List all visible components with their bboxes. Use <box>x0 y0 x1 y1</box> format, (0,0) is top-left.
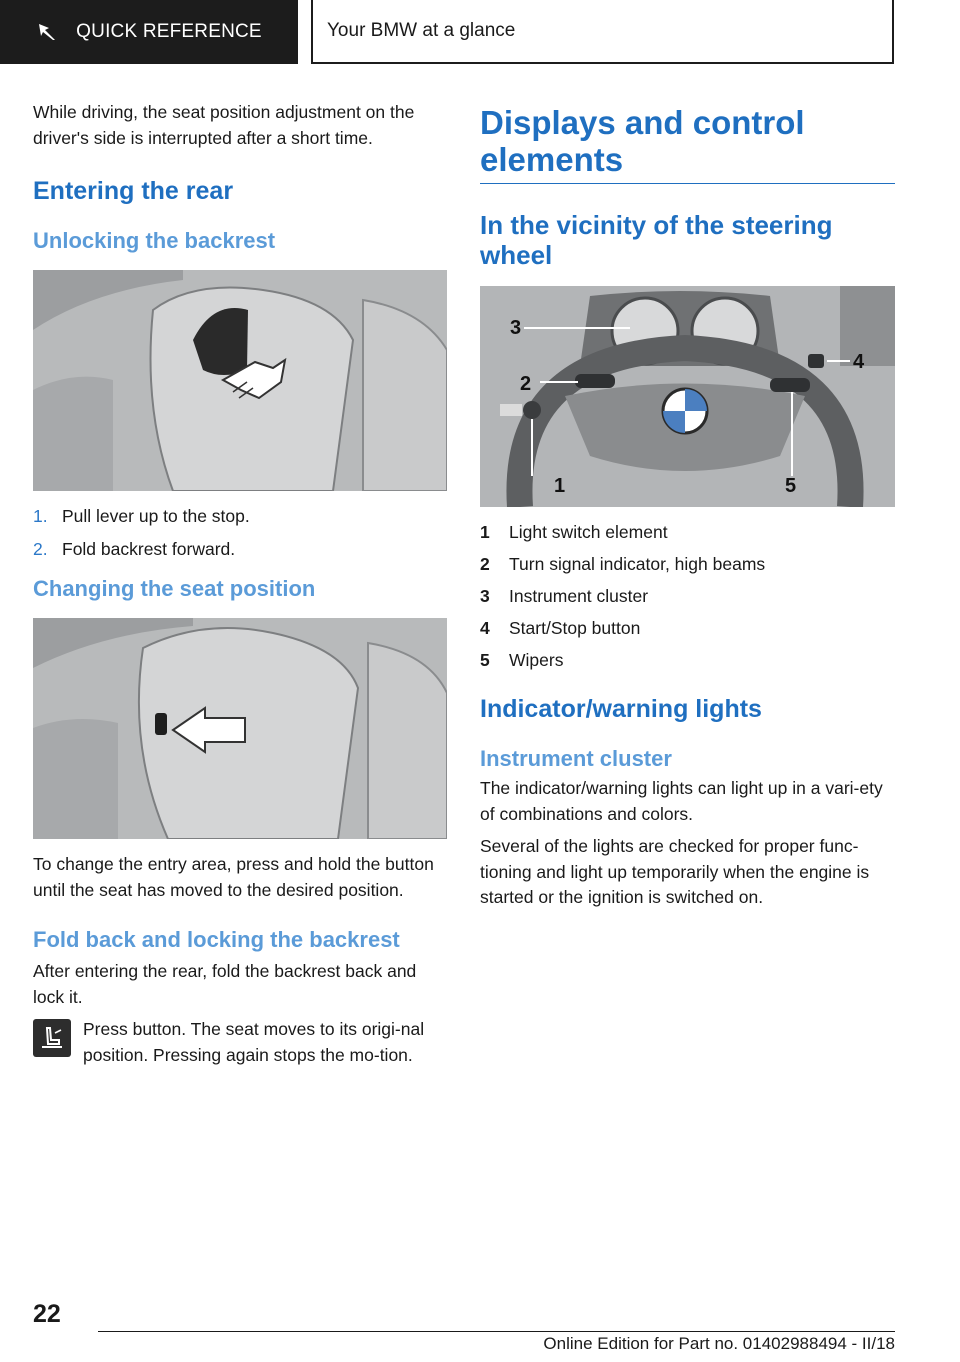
legend-number: 1 <box>480 522 490 542</box>
page-number: 22 <box>33 1300 61 1328</box>
legend-text: Start/Stop button <box>509 618 641 638</box>
step-text: Pull lever up to the stop. <box>62 506 250 526</box>
callout-4: 4 <box>853 351 865 373</box>
press-paragraph: Press button. The seat moves to its origi‐nal position. Pressing again stops the mo‐tion. <box>83 1019 425 1065</box>
legend-number: 5 <box>480 650 490 670</box>
callout-1: 1 <box>554 475 566 497</box>
callout-2: 2 <box>520 373 532 395</box>
chapter-title <box>311 0 894 64</box>
legend-text: Turn signal indicator, high beams <box>509 554 766 574</box>
step-number: 1. <box>33 506 48 526</box>
legend-number: 4 <box>480 618 490 638</box>
unlock-steps <box>33 504 447 562</box>
list-item <box>33 504 447 529</box>
heading-unlocking-backrest: Unlocking the backrest <box>33 228 276 253</box>
changing-paragraph: To change the entry area, press and hold the button until the seat has moved to the desired position. <box>33 854 434 900</box>
list-item <box>480 584 895 609</box>
list-item <box>480 552 895 577</box>
footer-divider <box>98 1331 895 1332</box>
pin-icon <box>36 21 58 43</box>
legend-number: 3 <box>480 586 490 606</box>
figure-unlock-backrest <box>33 270 447 491</box>
step-text: Fold backrest forward. <box>62 539 236 559</box>
figure-seat-position <box>33 618 447 839</box>
right-column <box>480 104 895 911</box>
figure-steering-wheel <box>480 286 895 507</box>
callout-3: 3 <box>510 317 522 339</box>
heading-displays-controls: Displays and control elements <box>480 104 895 184</box>
chapter-label: Your BMW at a glance <box>327 20 516 41</box>
section-tab-label: QUICK REFERENCE <box>76 21 262 42</box>
heading-changing-seat-position: Changing the seat position <box>33 576 316 601</box>
heading-instrument-cluster: Instrument cluster <box>480 746 672 771</box>
heading-indicator-lights: Indicator/warning lights <box>480 695 762 723</box>
heading-entering-rear: Entering the rear <box>33 177 234 205</box>
left-column <box>33 100 447 1068</box>
cluster-paragraph-1: The indicator/warning lights can light up in a vari‐ety of combinations and colors. <box>480 778 883 824</box>
legend-number: 2 <box>480 554 490 574</box>
intro-paragraph: While driving, the seat position adjustment on the driver's side is interrupted after a short time. <box>33 102 415 148</box>
heading-steering-wheel: In the vicinity of the steering wheel <box>480 210 833 270</box>
list-item <box>480 616 895 641</box>
list-item <box>480 648 895 673</box>
callout-5: 5 <box>785 475 797 497</box>
list-item <box>480 520 895 545</box>
seat-button-icon <box>33 1019 71 1057</box>
press-button-block <box>33 1017 447 1068</box>
legend-text: Instrument cluster <box>509 586 649 606</box>
heading-fold-back: Fold back and locking the backrest <box>33 927 400 952</box>
legend-text: Wipers <box>509 650 564 670</box>
list-item <box>33 537 447 562</box>
fold-paragraph: After entering the rear, fold the backrest back and lock it. <box>33 961 417 1007</box>
legend-text: Light switch element <box>509 522 668 542</box>
cluster-paragraph-2: Several of the lights are checked for proper func‐tioning and light up temporarily when the engine is started or the ignition is switched on. <box>480 836 870 907</box>
section-tab[interactable] <box>0 0 298 64</box>
footer-edition: Online Edition for Part no. 01402988494 - II/18 <box>543 1334 895 1353</box>
steering-legend <box>480 520 895 673</box>
step-number: 2. <box>33 539 48 559</box>
